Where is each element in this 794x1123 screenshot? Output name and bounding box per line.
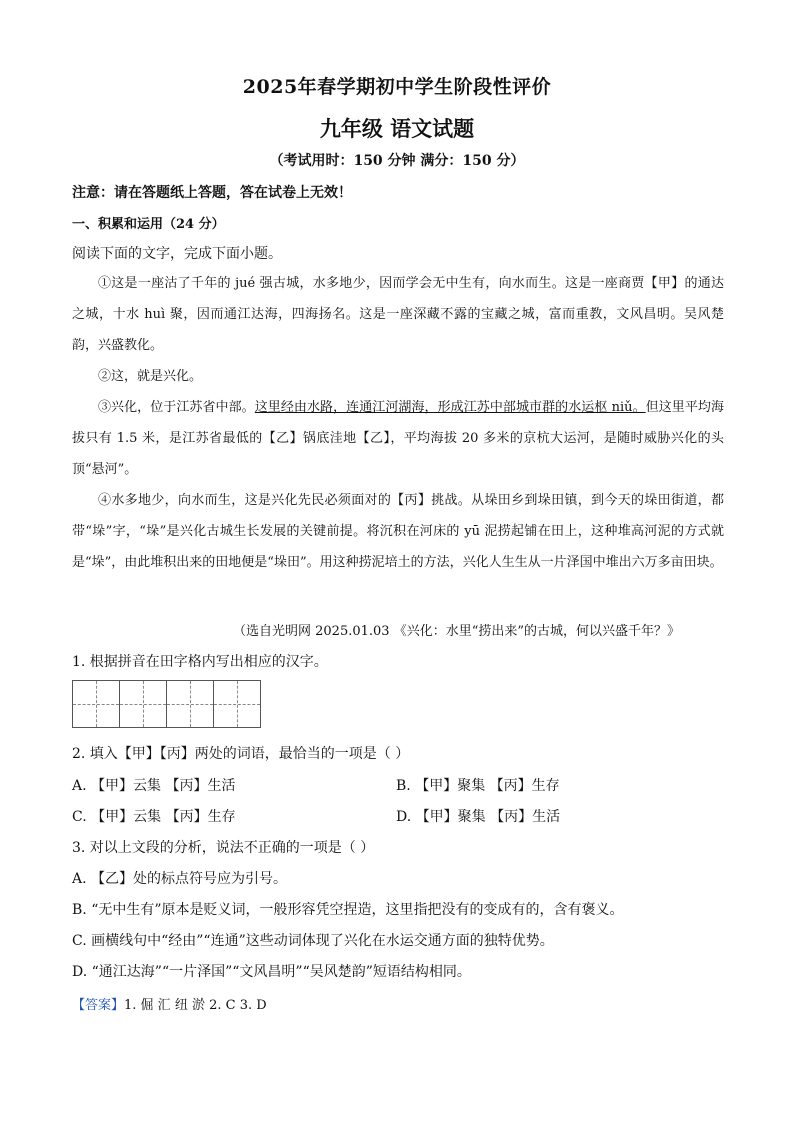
question-3: 3. 对以上文段的分析，说法不正确的一项是（ ） bbox=[72, 840, 375, 856]
section-instruction: 阅读下面的文字，完成下面小题。 bbox=[72, 246, 282, 262]
tianzige-cell[interactable] bbox=[72, 680, 120, 728]
passage-paragraph-4: ④水多地少，向水而生，这是兴化先民必须面对的【丙】挑战。从垛田乡到垛田镇，到今天的垛田街道，都带“垛”字，“垛”是兴化古城生长发展的关键前提。将沉积在河床的 yū 泥捞起铺在田上，这种堆高河泥的方式就是“垛”，由此堆积出来的田地便是“垛田”。用这种捞泥培土的方法，兴化人生生从一片泽国中堆出六万多亩田块。 bbox=[72, 493, 724, 570]
answer-line bbox=[72, 994, 267, 1013]
exam-subtitle: 九年级 语文试题 bbox=[319, 116, 475, 141]
q2-option-b[interactable]: B. 【甲】聚集 【丙】生存 bbox=[396, 778, 560, 794]
passage-p3-end: 但这里平均海拔只有 1.5 米，是江苏省最低的【乙】锅底洼地【乙】，平均海拔 20 多米的京杭大运河，是随时威胁兴化的头顶“悬河”。 bbox=[72, 400, 724, 477]
passage-paragraph-2: ②这，就是兴化。 bbox=[98, 369, 203, 384]
question-1: 1. 根据拼音在田字格内写出相应的汉字。 bbox=[72, 654, 328, 670]
passage-paragraph-3 bbox=[72, 392, 724, 485]
answer-text: 1. 倔 汇 纽 淤 2. C 3. D bbox=[124, 998, 267, 1013]
tianzige-cell[interactable] bbox=[213, 680, 261, 728]
q3-option-c[interactable]: C. 画横线句中“经由”“连通”这些动词体现了兴化在水运交通方面的独特优势。 bbox=[72, 933, 554, 949]
reading-passage bbox=[72, 268, 724, 578]
question-2: 2. 填入【甲】【丙】两处的词语，最恰当的一项是（ ） bbox=[72, 746, 410, 762]
tianzige-grid[interactable] bbox=[72, 680, 260, 728]
underlined-sentence: 这里经由水路，连通江河湖海，形成江苏中部城市群的水运枢 niǔ。 bbox=[254, 400, 646, 415]
q2-option-c[interactable]: C. 【甲】云集 【丙】生存 bbox=[72, 809, 236, 825]
passage-p3-start: ③兴化，位于江苏省中部。 bbox=[98, 400, 255, 415]
q2-option-d[interactable]: D. 【甲】聚集 【丙】生活 bbox=[396, 809, 561, 825]
q2-option-a[interactable]: A. 【甲】云集 【丙】生活 bbox=[72, 778, 236, 794]
exam-title: 2025年春学期初中学生阶段性评价 bbox=[242, 76, 552, 98]
tianzige-cell[interactable] bbox=[166, 680, 214, 728]
q3-option-a[interactable]: A. 【乙】处的标点符号应为引号。 bbox=[72, 871, 288, 887]
passage-source: （选自光明网 2025.01.03 《兴化：水里“捞出来”的古城，何以兴盛千年？》 bbox=[233, 624, 680, 639]
passage-paragraph-1: ①这是一座沽了千年的 jué 强古城，水多地少，因而学会无中生有，向水而生。这是一座商贾【甲】的通达之城，十水 huì 聚，因而通江达海，四海扬名。这是一座深藏不露的宝藏之城，富而重教，文风昌明。吴风楚韵，兴盛教化。 bbox=[72, 276, 724, 353]
q3-option-b[interactable]: B. “无中生有”原本是贬义词，一般形容凭空捏造，这里指把没有的变成有的，含有褒义。 bbox=[72, 902, 624, 918]
exam-info: （考试用时：150 分钟 满分：150 分） bbox=[269, 153, 525, 169]
q3-option-d[interactable]: D. “通江达海”“一片泽国”“文风昌明”“吴风楚韵”短语结构相同。 bbox=[72, 964, 471, 980]
notice: 注意：请在答题纸上答题，答在试卷上无效！ bbox=[72, 185, 352, 201]
section-heading: 一、积累和运用（24 分） bbox=[72, 217, 225, 232]
answer-tag: 【答案】 bbox=[72, 998, 125, 1013]
tianzige-cell[interactable] bbox=[119, 680, 167, 728]
